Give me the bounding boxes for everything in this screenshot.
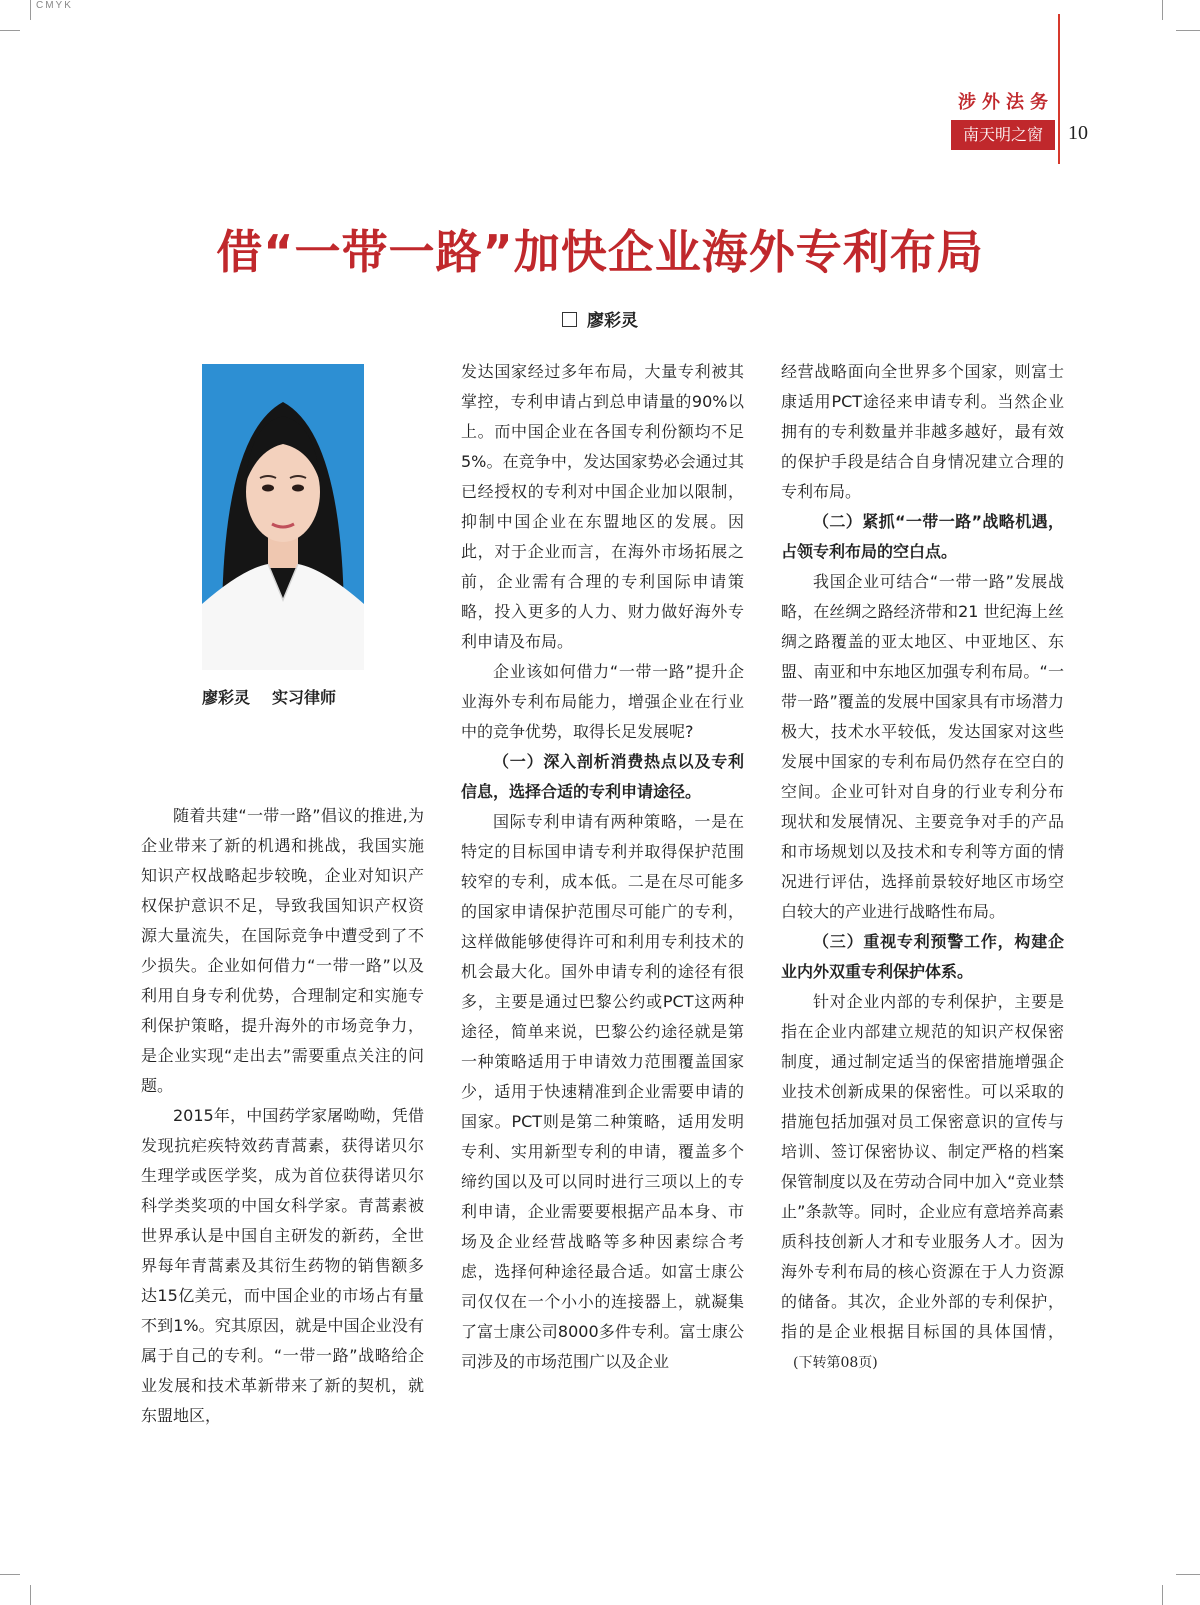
byline-box-icon xyxy=(562,312,577,327)
author-name: 廖彩灵 xyxy=(587,311,638,331)
portrait-illustration xyxy=(202,364,364,670)
page-number: 10 xyxy=(1068,122,1088,144)
section-heading-1: （一）深入剖析消费热点以及专利信息，选择合适的专利申请途径。 xyxy=(461,752,744,801)
crop-mark xyxy=(1162,1585,1163,1605)
continued-note: (下转第08页) xyxy=(793,1355,878,1371)
paragraph: 国际专利申请有两种策略，一是在特定的目标国申请专利并取得保护范围较窄的专利，成本低。二是在尽可能多的国家申请保护范围尽可能广的专利，这样做能够使得许可和利用专利技术的机会最大化。国外申请专利的途径有很多，主要是通过巴黎公约或PCT这两种途径，简单来说，巴黎公约途径就是第一种策略适用于申请效力范围覆盖国家少，适用于快速精准到企业需要申请的国家。PCT则是第二种策略，适用发明专利、实用新型专利的申请，覆盖多个缔约国以及可以同时进行三项以上的专利申请，企业需要要根据产品本身、市场及企业经营战略等多种因素综合考虑，选择何种途径最合适。如富士康公司仅仅在一个小小的连接器上，就凝集了富士康公司8000多件专利。富士康公司涉及的市场范围广以及企业 xyxy=(461,812,744,1371)
caption-role: 实习律师 xyxy=(272,688,337,707)
article-title: 借“一带一路”加快企业海外专利布局 xyxy=(216,225,984,279)
crop-mark xyxy=(30,1585,31,1605)
paragraph: 2015年，中国药学家屠呦呦，凭借发现抗疟疾特效药青蒿素，获得诺贝尔生理学或医学奖，成为首位获得诺贝尔科学类奖项的中国女科学家。青蒿素被世界承认是中国自主研发的新药，全世界每年青蒿素及其衍生药物的销售额多达15亿美元，而中国企业的市场占有量不到1%。究其原因，就是中国企业没有属于自己的专利。“一带一路”战略给企业发展和技术革新带来了新的契机，就东盟地区， xyxy=(141,1106,424,1425)
paragraph xyxy=(781,987,1064,1378)
author-photo xyxy=(202,364,364,670)
paragraph: 发达国家经过多年布局，大量专利被其掌控，专利申请占到总申请量的90%以上。而中国企业在各国专利份额均不足5%。在竞争中，发达国家势必会通过其已经授权的专利对中国企业加以限制，抑制中国企业在东盟地区的发展。因此，对于企业而言，在海外市场拓展之前，企业需有合理的专利国际申请策略，投入更多的人力、财力做好海外专利申请及布局。 xyxy=(461,362,744,651)
text-column-3 xyxy=(781,357,1064,1378)
paragraph: 随着共建“一带一路”倡议的推进,为企业带来了新的机遇和挑战，我国实施知识产权战略起步较晚，企业对知识产权保护意识不足，导致我国知识产权资源大量流失，在国际竞争中遭受到了不少损失。企业如何借力“一带一路”以及利用自身专利优势，合理制定和实施专利保护策略，提升海外的市场竞争力，是企业实现“走出去”需要重点关注的问题。 xyxy=(141,806,424,1095)
paragraph: 企业该如何借力“一带一路”提升企业海外专利布局能力，增强企业在行业中的竞争优势，取得长足发展呢? xyxy=(461,662,744,741)
crop-mark xyxy=(0,30,20,31)
paragraph: 我国企业可结合“一带一路”发展战略，在丝绸之路经济带和21 世纪海上丝绸之路覆盖的亚太地区、中亚地区、东盟、南亚和中东地区加强专利布局。“一带一路”覆盖的发展中国家具有市场潜力极大，技术水平较低，发达国家对这些发展中国家的专利布局仍然存在空白的空间。企业可针对自身的行业专利分布现状和发展情况、主要竞争对手的产品和市场规划以及技术和专利等方面的情况进行评估，选择前景较好地区市场空白较大的产业进行战略性布局。 xyxy=(781,572,1064,921)
crop-mark xyxy=(1176,1574,1200,1575)
text-column-2 xyxy=(461,357,744,1377)
photo-caption xyxy=(202,685,358,708)
text-column-1 xyxy=(141,801,424,1431)
cmyk-mark: CMYK xyxy=(36,0,73,11)
crop-mark xyxy=(1162,0,1163,20)
crop-mark xyxy=(0,1574,20,1575)
column-badge: 南天明之窗 xyxy=(951,120,1055,150)
section-label: 涉外法务 xyxy=(958,92,1054,113)
crop-mark xyxy=(1176,30,1200,31)
header-divider xyxy=(1058,14,1060,164)
caption-name: 廖彩灵 xyxy=(202,688,251,707)
section-heading-2: （二）紧抓“一带一路”战略机遇，占领专利布局的空白点。 xyxy=(781,512,1064,561)
byline xyxy=(0,306,1200,331)
section-heading-3: （三）重视专利预警工作，构建企业内外双重专利保护体系。 xyxy=(781,932,1064,981)
paragraph-text: 针对企业内部的专利保护，主要是指在企业内部建立规范的知识产权保密制度，通过制定适当的保密措施增强企业技术创新成果的保密性。可以采取的措施包括加强对员工保密意识的宣传与培训、签订保密协议、制定严格的档案保管制度以及在劳动合同中加入“竞业禁止”条款等。同时，企业应有意培养高素质科技创新人才和专业服务人才。因为海外专利布局的核心资源在于人力资源的储备。其次，企业外部的专利保护，指的是企业根据目标国的具体国情， xyxy=(781,992,1064,1341)
paragraph: 经营战略面向全世界多个国家，则富士康适用PCT途径来申请专利。当然企业拥有的专利数量并非越多越好，最有效的保护手段是结合自身情况建立合理的专利布局。 xyxy=(781,362,1064,501)
crop-mark xyxy=(30,0,31,20)
